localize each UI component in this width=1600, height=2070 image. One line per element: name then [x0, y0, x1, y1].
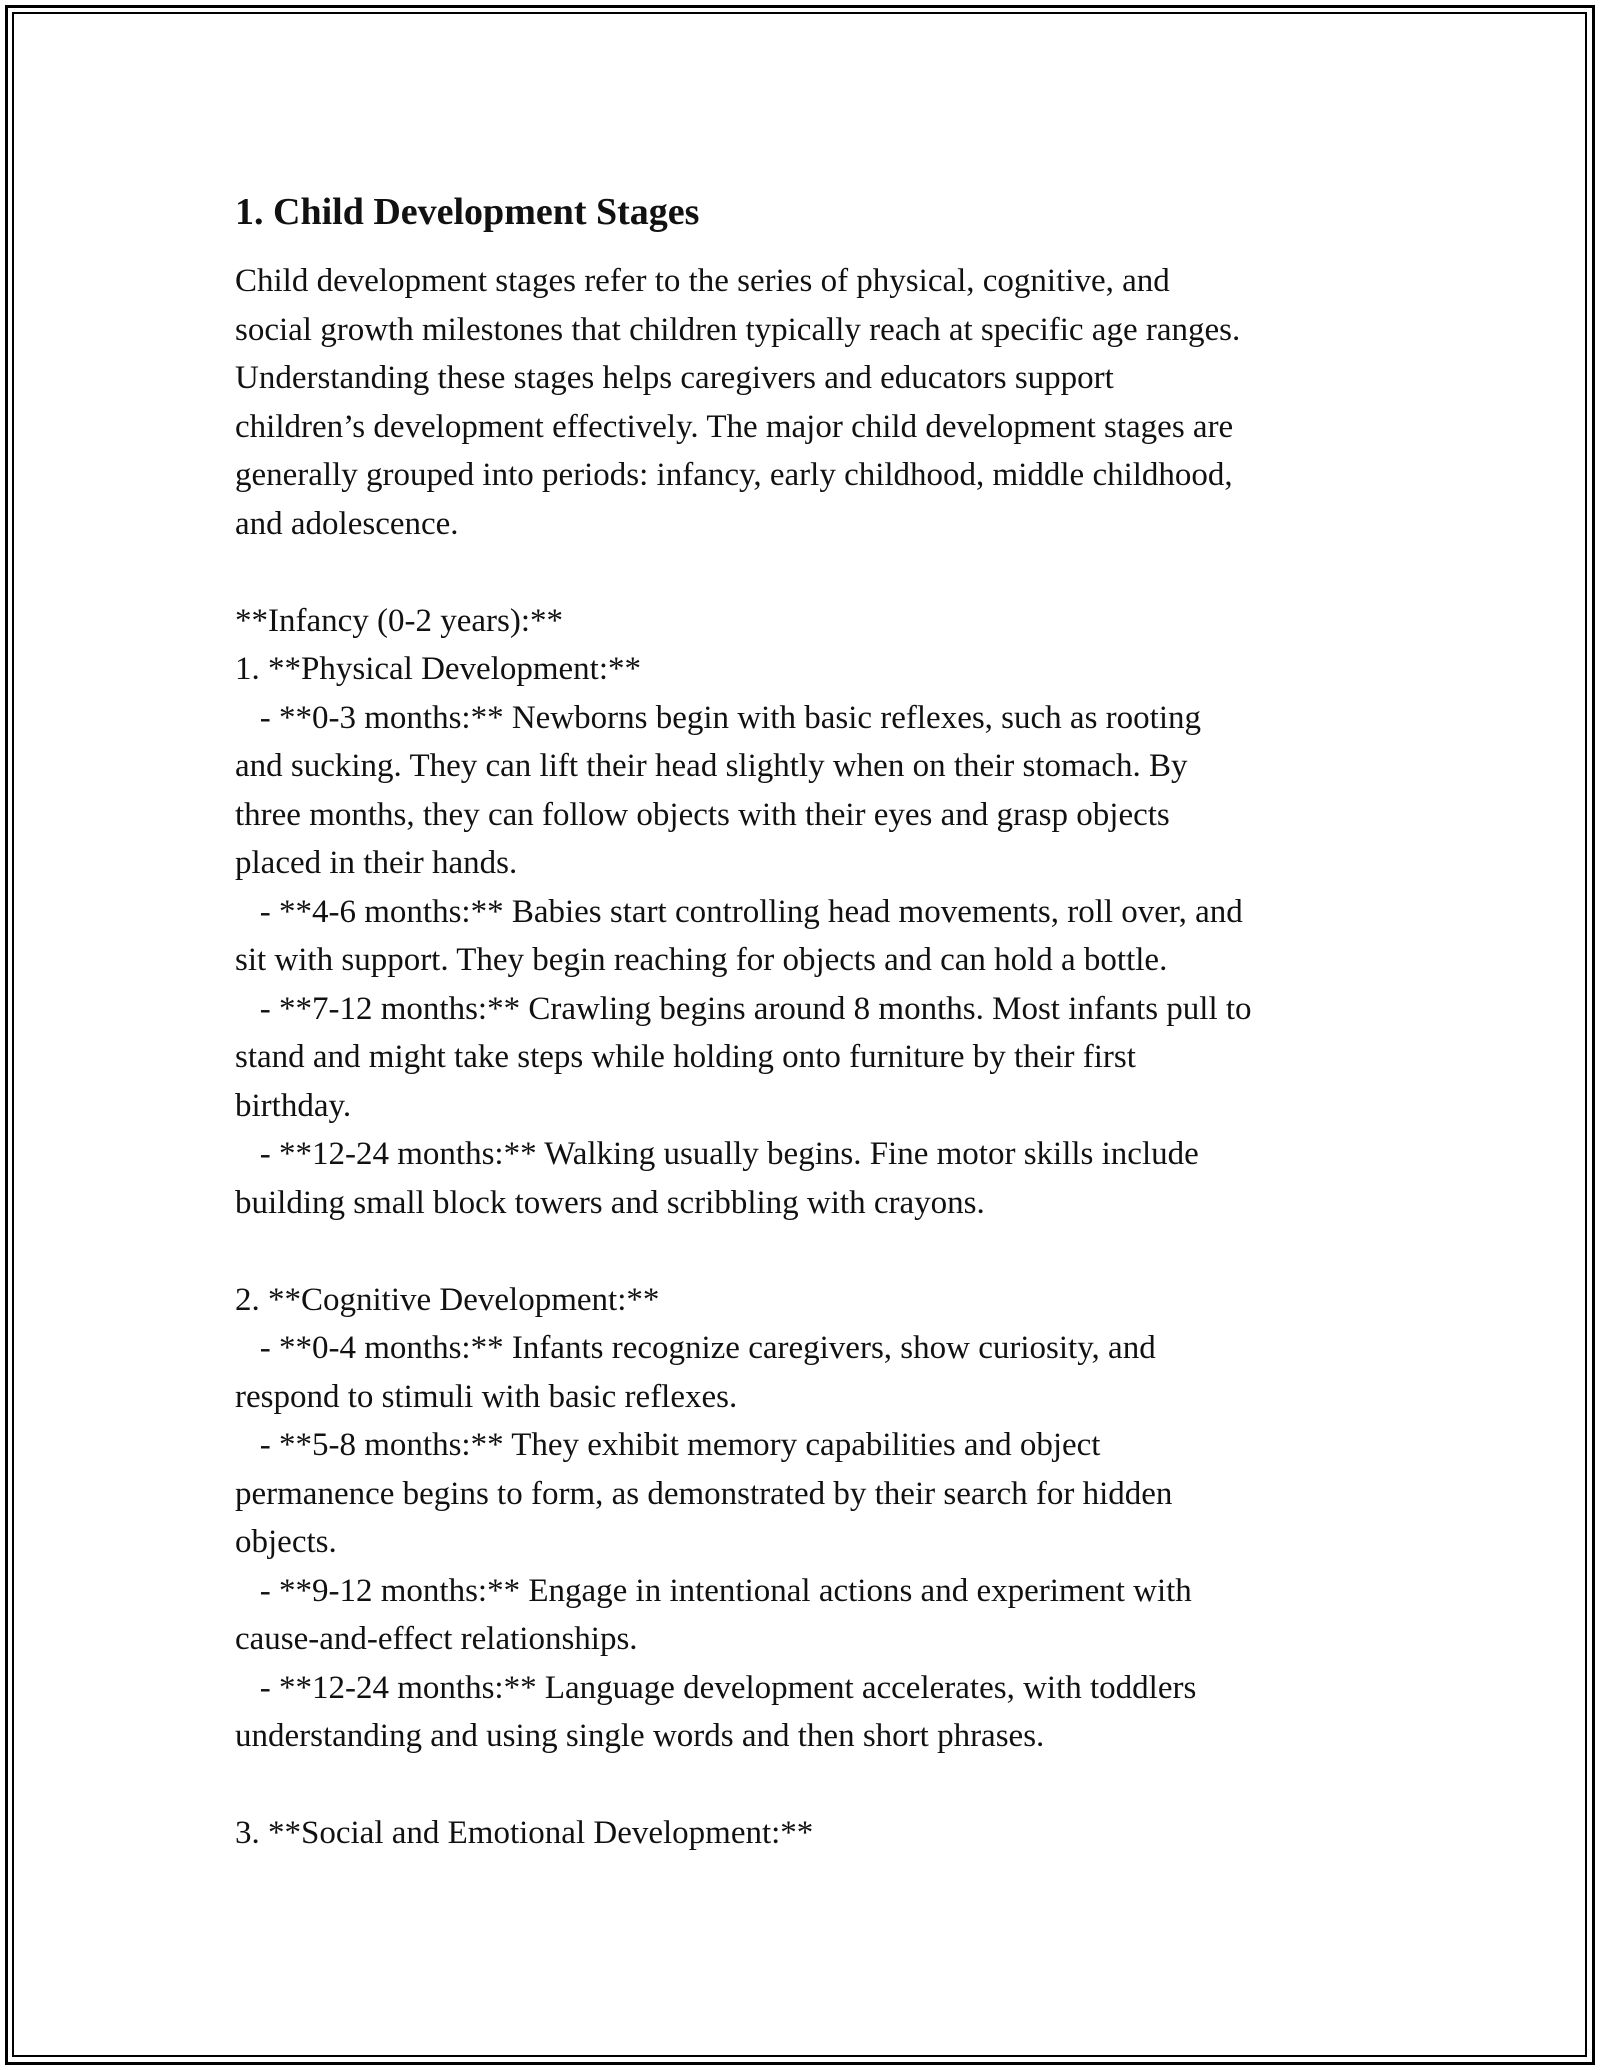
- physical-development-heading: 1. **Physical Development:**: [235, 651, 642, 687]
- blank-line: [235, 1761, 1375, 1810]
- blank-line: [235, 548, 1375, 597]
- blank-line: [235, 1227, 1375, 1276]
- body-text: [235, 548, 1375, 1858]
- intro-line: and adolescence.: [235, 505, 459, 542]
- cognitive-development-heading: 2. **Cognitive Development:**: [235, 1281, 660, 1318]
- body-line: placed in their hands.: [235, 845, 518, 881]
- body-line: and sucking. They can lift their head slightly when on their stomach. By: [235, 748, 1188, 784]
- body-line: permanence begins to form, as demonstrated by their search for hidden: [235, 1475, 1173, 1512]
- social-emotional-development-heading: 3. **Social and Emotional Development:**: [235, 1815, 814, 1851]
- body-line: sit with support. They begin reaching for objects and can hold a bottle.: [235, 942, 1168, 978]
- infancy-heading: **Infancy (0-2 years):**: [235, 602, 564, 639]
- intro-line: children’s development effectively. The major child development stages are: [235, 408, 1234, 445]
- body-line: - **9-12 months:** Engage in intentional actions and experiment with: [235, 1572, 1192, 1609]
- body-line: - **5-8 months:** They exhibit memory capabilities and object: [235, 1427, 1101, 1463]
- body-line: building small block towers and scribbling with crayons.: [235, 1184, 985, 1221]
- body-line: objects.: [235, 1524, 337, 1560]
- intro-line: social growth milestones that children typically reach at specific age ranges.: [235, 311, 1241, 348]
- body-line: cause-and-effect relationships.: [235, 1621, 638, 1657]
- intro-line: generally grouped into periods: infancy, early childhood, middle childhood,: [235, 457, 1233, 493]
- body-line: birthday.: [235, 1087, 352, 1124]
- body-line: - **0-4 months:** Infants recognize caregivers, show curiosity, and: [235, 1330, 1156, 1366]
- body-line: - **4-6 months:** Babies start controlling head movements, roll over, and: [235, 893, 1243, 930]
- body-line: respond to stimuli with basic reflexes.: [235, 1378, 738, 1415]
- body-line: three months, they can follow objects with their eyes and grasp objects: [235, 796, 1170, 833]
- body-line: stand and might take steps while holding onto furniture by their first: [235, 1039, 1136, 1075]
- body-line: - **12-24 months:** Language development accelerates, with toddlers: [235, 1669, 1197, 1706]
- body-line: - **12-24 months:** Walking usually begins. Fine motor skills include: [235, 1136, 1199, 1172]
- section-heading: 1. Child Development Stages: [235, 191, 700, 233]
- body-line: - **7-12 months:** Crawling begins around 8 months. Most infants pull to: [235, 990, 1252, 1027]
- body-line: understanding and using single words and then short phrases.: [235, 1718, 1045, 1754]
- body-line: - **0-3 months:** Newborns begin with basic reflexes, such as rooting: [235, 699, 1201, 736]
- intro-line: Child development stages refer to the series of physical, cognitive, and: [235, 263, 1170, 299]
- intro-paragraph: [235, 257, 1375, 548]
- document-body: [235, 185, 1375, 1858]
- intro-line: Understanding these stages helps caregivers and educators support: [235, 360, 1114, 396]
